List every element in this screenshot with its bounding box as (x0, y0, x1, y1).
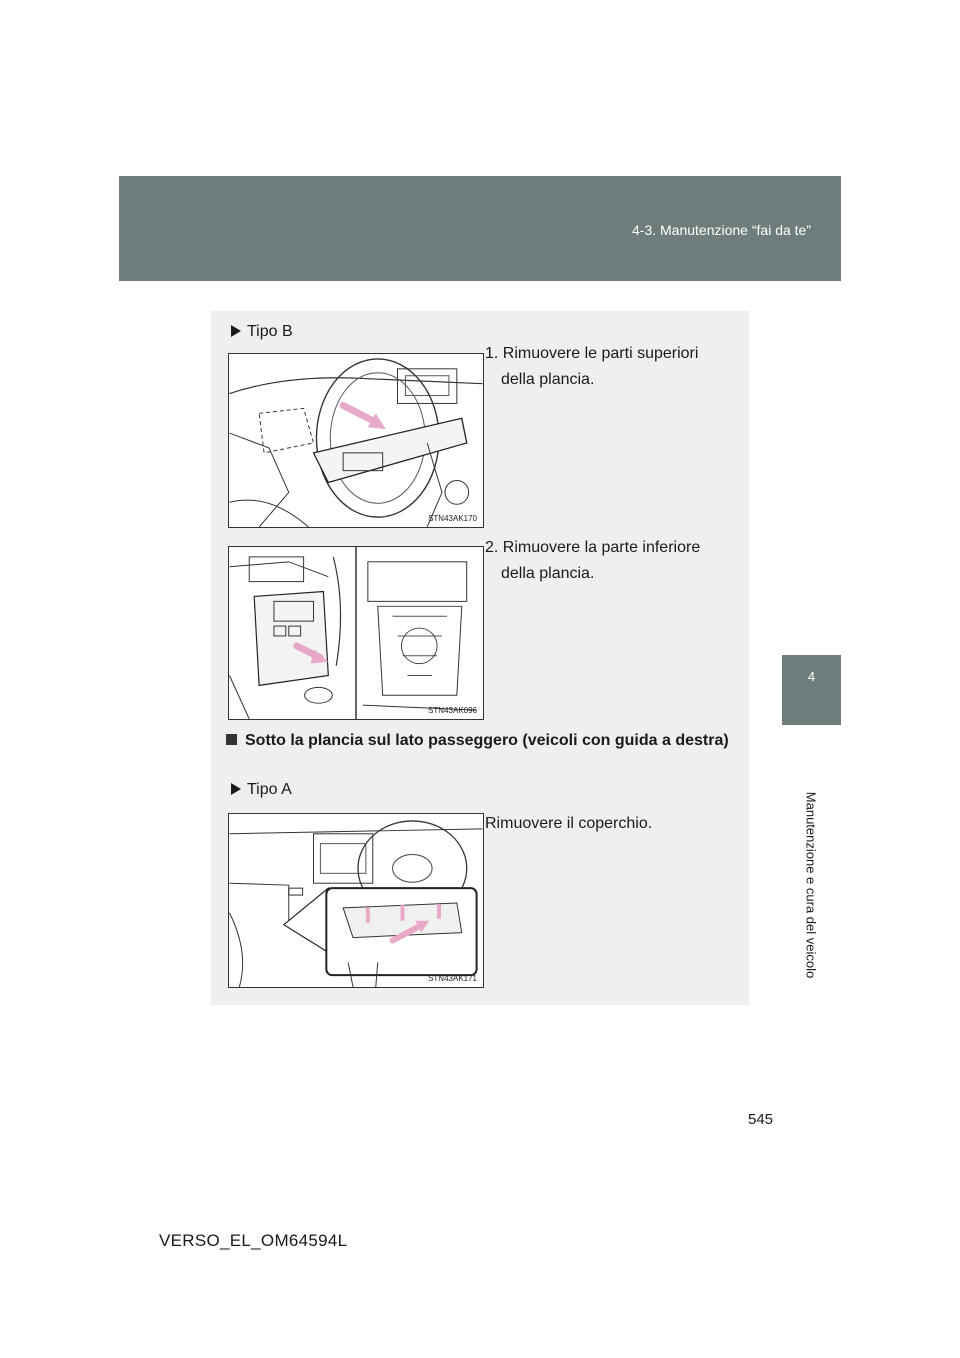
step-1: 1. Rimuovere le parti superiori della plancia. (485, 345, 699, 388)
figure-upper-dash-panel (228, 353, 484, 528)
chapter-tab (782, 655, 841, 725)
triangle-bullet-icon (231, 325, 241, 337)
type-b-heading: Tipo B (231, 323, 293, 341)
figure-cover-removal (228, 813, 484, 988)
dashboard-lower-illustration (229, 547, 483, 719)
dashboard-upper-illustration (229, 354, 483, 527)
passenger-cover-illustration (229, 814, 483, 987)
page-number: 545 (748, 1111, 774, 1128)
section-title: 4-3. Manutenzione “fai da te” (632, 222, 811, 238)
square-bullet-icon (226, 734, 237, 745)
type-a-instruction: Rimuovere il coperchio. (485, 815, 653, 832)
figure-lower-dash-panel (228, 546, 484, 720)
passenger-section-title: Sotto la plancia sul lato passeggero (veicoli con guida a destra) (226, 728, 731, 754)
chapter-number: 4 (807, 669, 816, 684)
type-a-heading: Tipo A (231, 781, 292, 799)
step-2: 2. Rimuovere la parte inferiore della plancia. (485, 539, 701, 582)
figure-code: STN43AK170 (428, 514, 477, 523)
document-code: VERSO_EL_OM64594L (159, 1231, 348, 1250)
figure-code: STN43AK171 (428, 974, 477, 983)
chapter-label: Manutenzione e cura del veicolo (803, 791, 819, 979)
header-band (119, 176, 841, 281)
figure-code: STN43AK096 (428, 706, 477, 715)
content-box (211, 311, 749, 1005)
triangle-bullet-icon (231, 783, 241, 795)
